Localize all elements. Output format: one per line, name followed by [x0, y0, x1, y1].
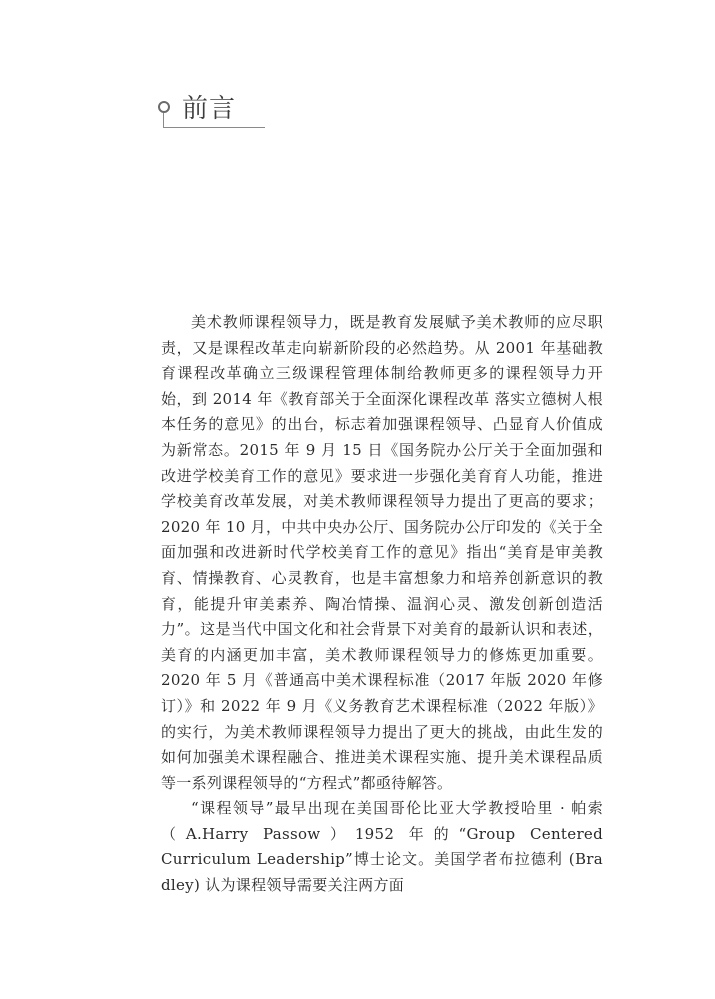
heading-divider-horizontal [163, 127, 265, 128]
heading-divider-vertical [163, 113, 164, 127]
body-text [161, 310, 603, 899]
page-title: 前言 [182, 94, 237, 124]
heading-circle-icon [158, 101, 170, 113]
paragraph-1: 美术教师课程领导力，既是教育发展赋予美术教师的应尽职责，又是课程改革走向崭新阶段的必然趋势。从 2001 年基础教育课程改革确立三级课程管理体制给教师更多的课程领导力开始，到 2014 年《教育部关于全面深化课程改革 落实立德树人根本任务的意见》的出台，标志着加强课程领导、凸显育人价值成为新常态。2015 年 9 月 15 日《国务院办公厅关于全面加强和改进学校美育工作的意见》要求进一步强化美育育人功能，推进学校美育改革发展，对美术教师课程领导力提出了更高的要求；2020 年 10 月，中共中央办公厅、国务院办公厅印发的《关于全面加强和改进新时代学校美育工作的意见》指出“美育是审美教育、情操教育、心灵教育，也是丰富想象力和培养创新意识的教育，能提升审美素养、陶冶情操、温润心灵、激发创新创造活力”。这是当代中国文化和社会背景下对美育的最新认识和表述，美育的内涵更加丰富，美术教师课程领导力的修炼更加重要。2020 年 5 月《普通高中美术课程标准（2017 年版 2020 年修订）》和 2022 年 9 月《义务教育艺术课程标准（2022 年版）》的实行，为美术教师课程领导力提出了更大的挑战，由此生发的如何加强美术课程融合、推进美术课程实施、提升美术课程品质等一系列课程领导的“方程式”都亟待解答。 [161, 313, 603, 792]
paragraph-2: “课程领导”最早出现在美国哥伦比亚大学教授哈里 · 帕索（A.Harry Passow）1952 年的“Group Centered Curriculum Leadership”博士论文。美国学者布拉德利 (Bra dley) 认为课程领导需要关注两方面 [161, 799, 603, 895]
section-heading [158, 93, 268, 135]
